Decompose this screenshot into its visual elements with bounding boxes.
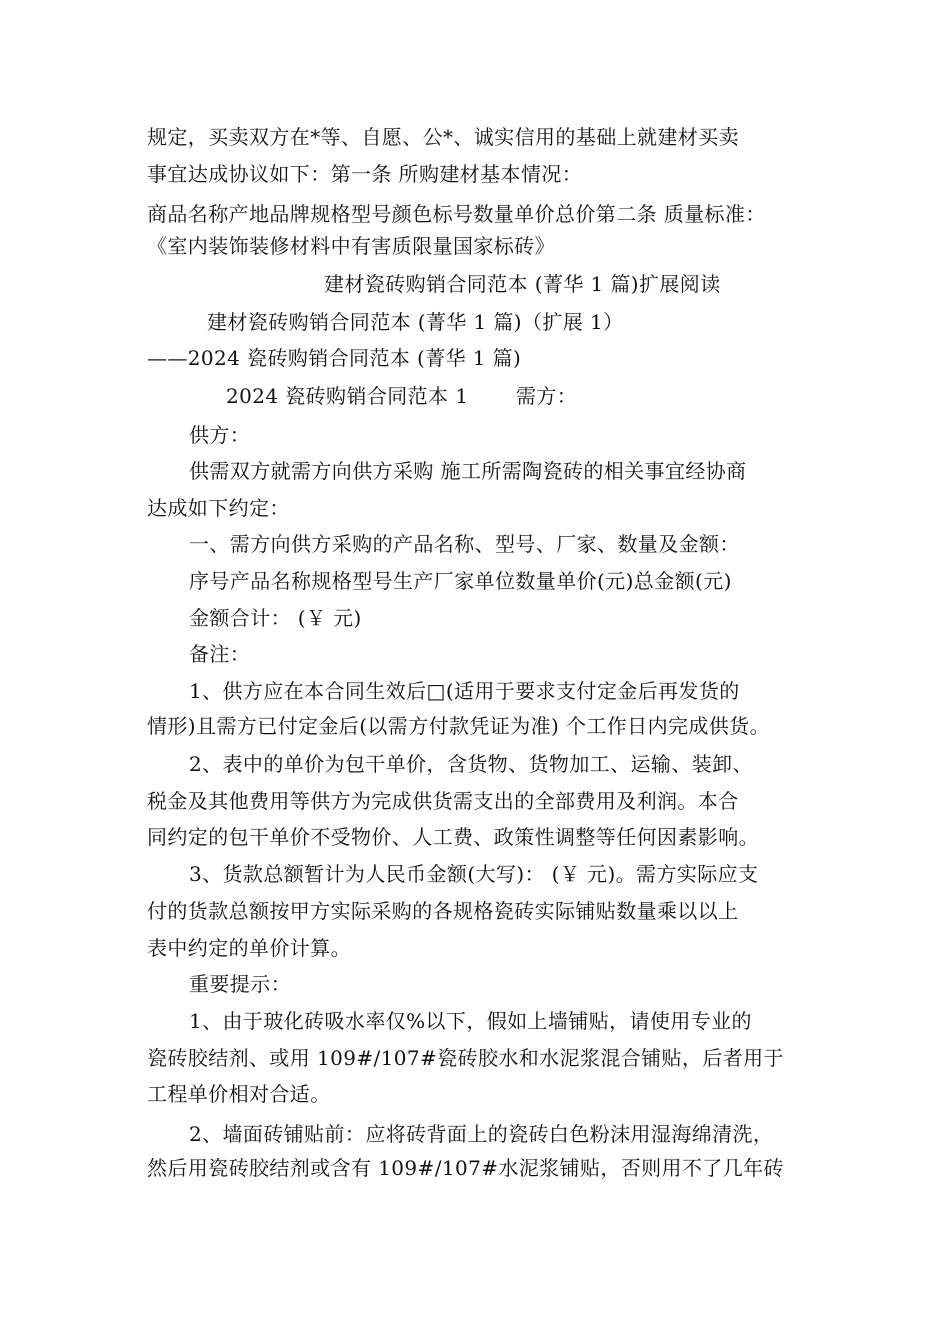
tip-item-continued: 工程单价相对合适。 <box>147 1082 331 1106</box>
tip-item: 1、由于玻化砖吸水率仅%以下，假如上墙铺贴，请使用专业的 <box>189 1009 752 1033</box>
body-text-line: 《室内装饰装修材料中有害质限量国家标砖》 <box>147 234 555 258</box>
buyer-label: 需方： <box>516 384 578 408</box>
note-item: 3、货款总额暂计为人民币金额(大写)： (￥ 元)。需方实际应支 <box>189 862 759 886</box>
tip-item-continued: 然后用瓷砖胶结剂或含有 109#/107#水泥浆铺贴，否则用不了几年砖 <box>147 1156 784 1180</box>
article-title: ——2024 瓷砖购销合同范本 (菁华 1 篇) <box>147 346 522 370</box>
note-item-continued: 税金及其他费用等供方为完成供货需支出的全部费用及利润。本合 <box>147 789 739 813</box>
important-tips-label: 重要提示： <box>189 972 291 996</box>
note-item: 2、表中的单价为包干单价，含货物、货物加工、运输、装卸、 <box>189 752 753 776</box>
body-text-line: 商品名称产地品牌规格型号颜色标号数量单价总价第二条 质量标准： <box>147 202 766 226</box>
body-text-line: 达成如下约定： <box>147 496 290 520</box>
note-item: 1、供方应在本合同生效后□(适用于要求支付定金后再发货的 <box>189 679 740 703</box>
note-item-continued: 同约定的包干单价不受物价、人工费、政策性调整等任何因素影响。 <box>147 825 759 849</box>
note-item-continued: 情形)且需方已付定金后(以需方付款凭证为准) 个工作日内完成供货。 <box>147 714 770 738</box>
total-amount-line: 金额合计： (￥ 元) <box>189 606 362 630</box>
section-heading: 建材瓷砖购销合同范本 (菁华 1 篇)扩展阅读 <box>324 272 721 296</box>
clause-heading: 一、需方向供方采购的产品名称、型号、厂家、数量及金额： <box>189 532 740 556</box>
table-header-text: 序号产品名称规格型号生产厂家单位数量单价(元)总金额(元) <box>189 569 732 593</box>
note-item-continued: 付的货款总额按甲方实际采购的各规格瓷砖实际铺贴数量乘以以上 <box>147 899 739 923</box>
subsection-heading: 建材瓷砖购销合同范本 (菁华 1 篇)（扩展 1） <box>207 310 624 334</box>
tip-item: 2、墙面砖铺贴前：应将砖背面上的瓷砖白色粉沫用湿海绵清洗， <box>189 1122 774 1146</box>
note-item-continued: 表中约定的单价计算。 <box>147 936 351 960</box>
tip-item-continued: 瓷砖胶结剂、或用 109#/107#瓷砖胶水和水泥浆混合铺贴，后者用于 <box>147 1046 784 1070</box>
supplier-label: 供方： <box>189 423 251 447</box>
contract-title: 2024 瓷砖购销合同范本 1 <box>226 384 469 408</box>
body-text-line: 事宜达成协议如下：第一条 所购建材基本情况： <box>147 162 583 186</box>
body-text-line: 供需双方就需方向供方采购 施工所需陶瓷砖的相关事宜经协商 <box>189 459 747 483</box>
body-text-line: 规定，买卖双方在*等、自愿、公*、诚实信用的基础上就建材买卖 <box>147 125 739 149</box>
notes-label: 备注： <box>189 642 251 666</box>
